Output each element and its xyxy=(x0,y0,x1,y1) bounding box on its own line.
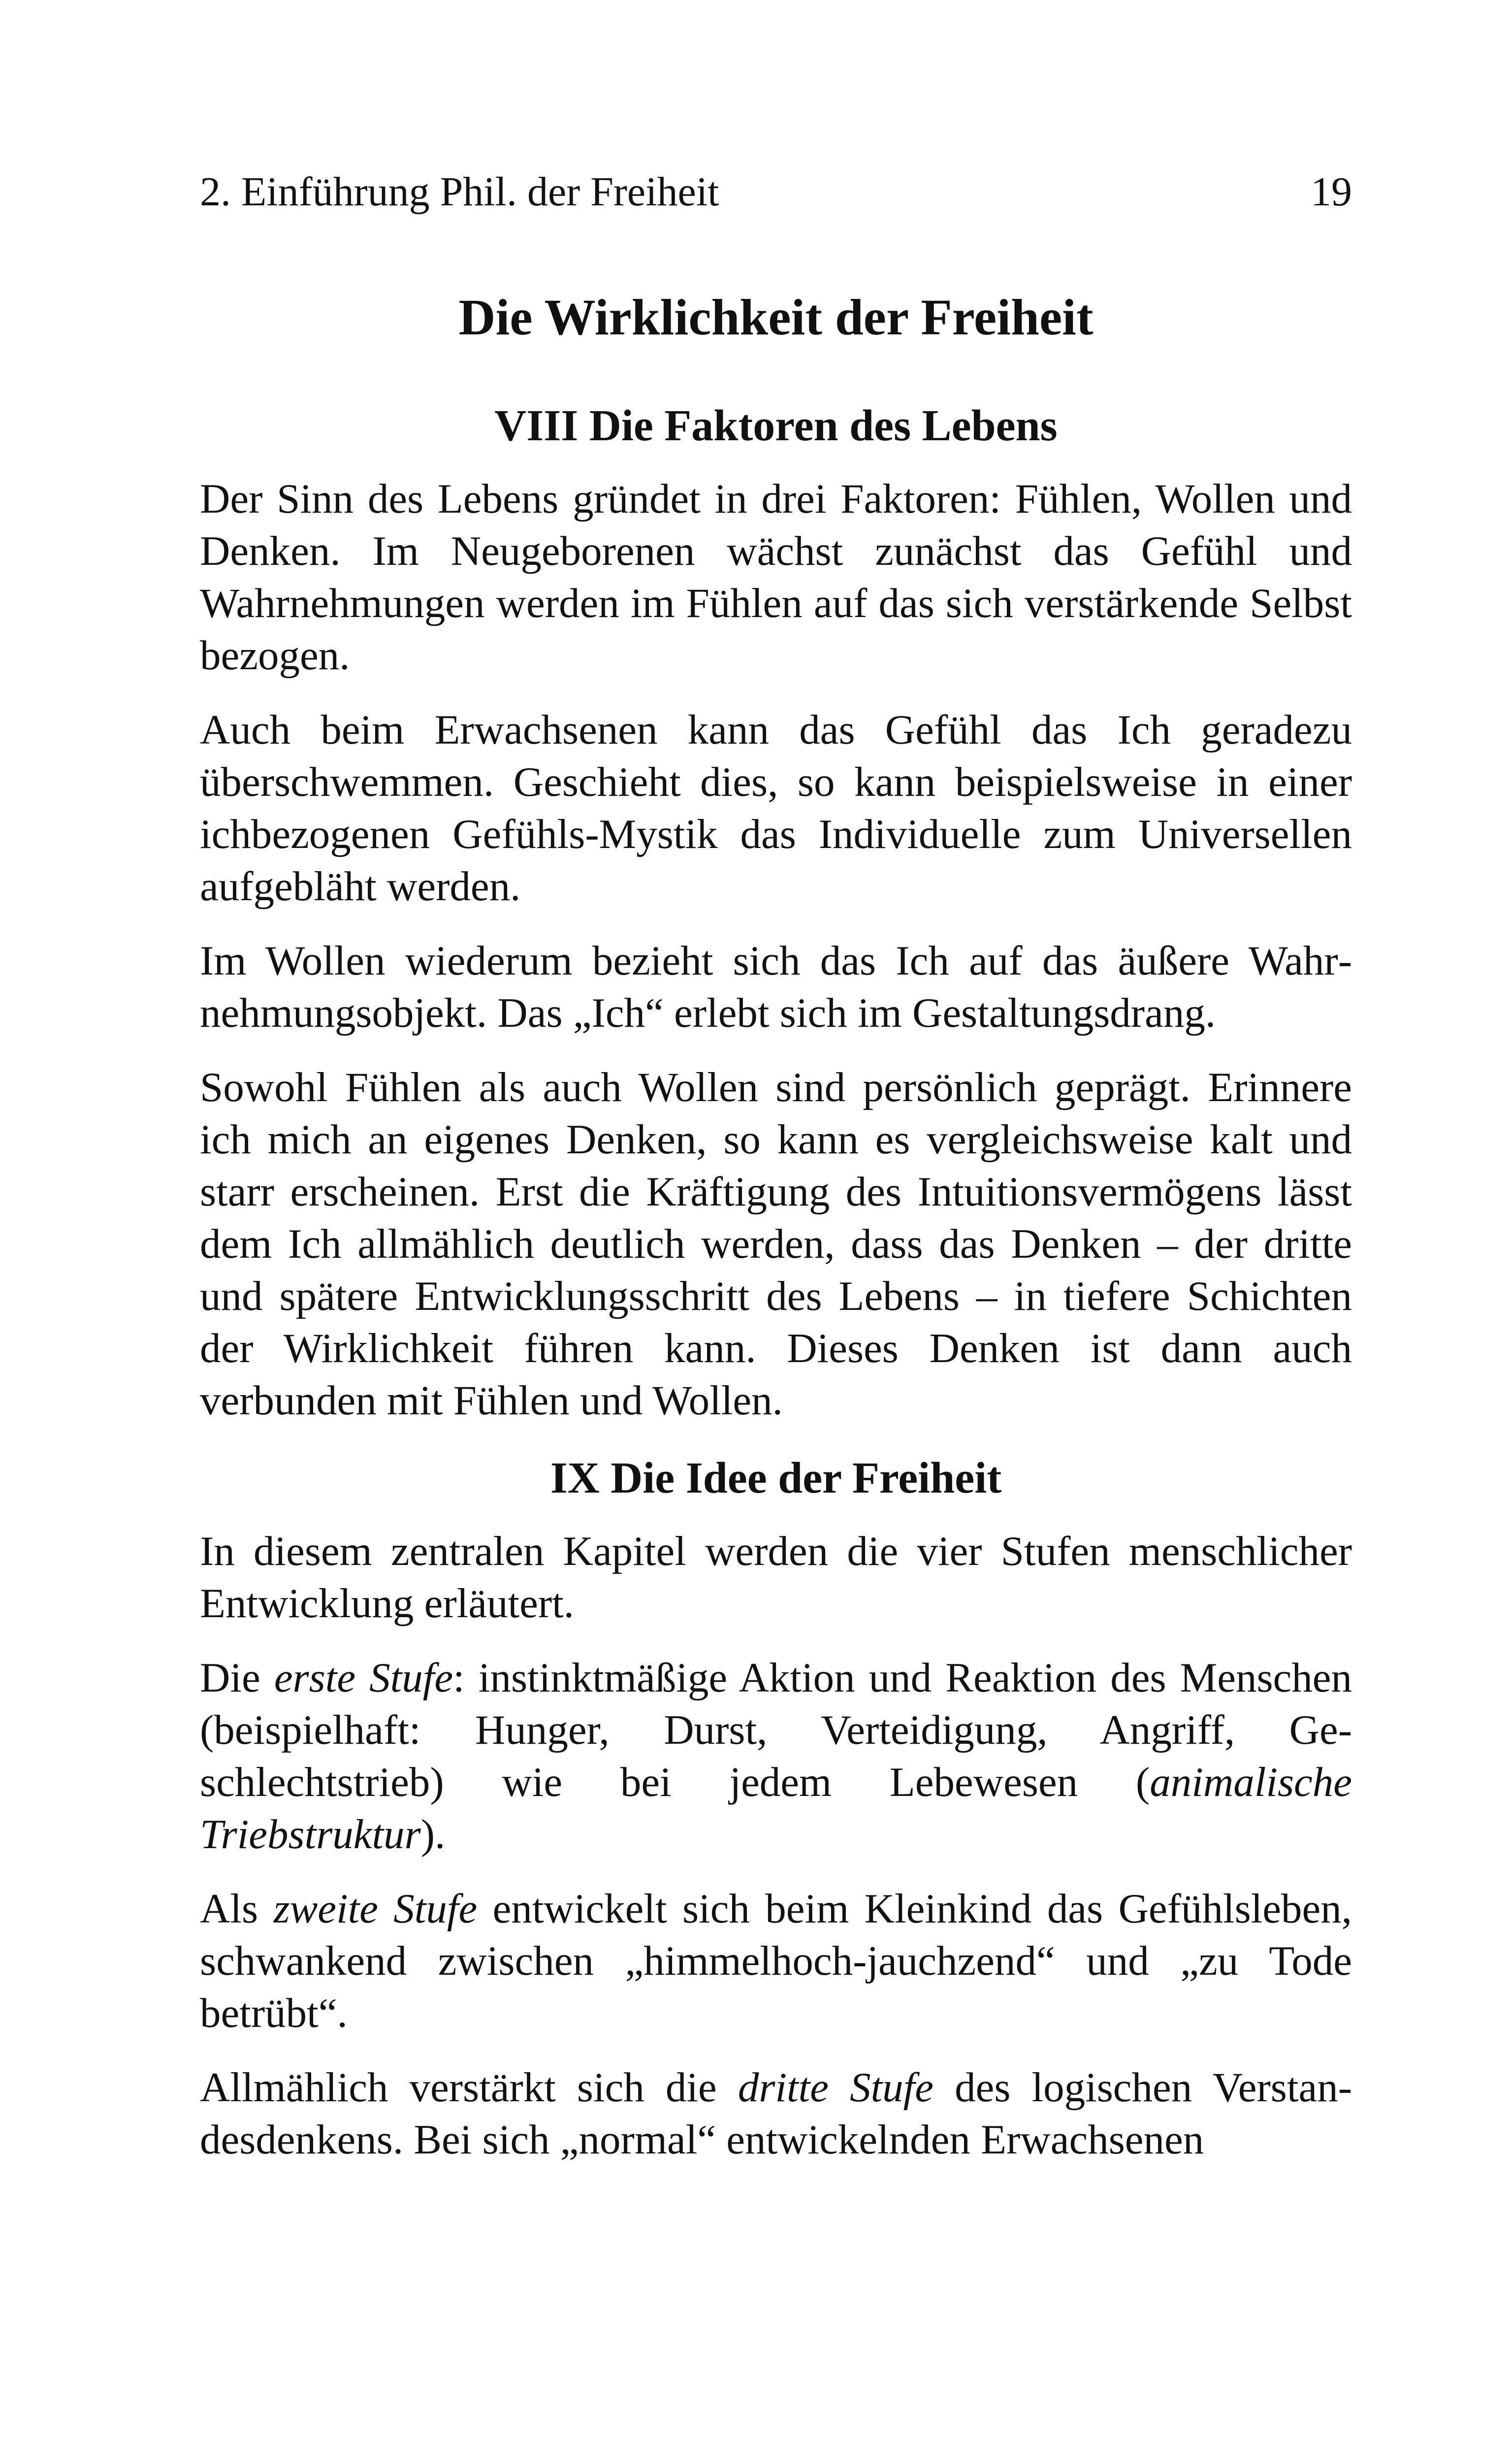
text-run: Die xyxy=(200,1655,274,1701)
text-run: entwickelt sich beim Kleinkind das Gefühlsleben, schwankend zwischen „himmelhoch-jauchzend“ und „zu Tode betrübt“. xyxy=(200,1886,1352,2036)
paragraph-second-stage xyxy=(200,1883,1352,2039)
text-run: Allmählich verstärkt sich die xyxy=(200,2064,738,2111)
running-title: 2. Einführung Phil. der Freiheit xyxy=(200,169,719,215)
book-page xyxy=(200,167,1352,2166)
paragraph: In diesem zentralen Kapitel werden die vier Stufen menschlicher Entwicklung erläutert. xyxy=(200,1528,1352,1627)
paragraph: Der Sinn des Lebens gründet in drei Faktoren: Fühlen, Wollen und Denken. Im Neugeborenen wächst zunächst das Gefühl und Wahrnehmungen werden im Fühlen auf das sich verstärkende Selbst bezogen. xyxy=(200,476,1352,679)
emphasis-first-stage: erste Stufe xyxy=(274,1655,453,1701)
page-number: 19 xyxy=(1311,169,1352,215)
chapter-title: Die Wirklichkeit der Freiheit xyxy=(458,289,1094,346)
paragraph-third-stage xyxy=(200,2061,1352,2166)
paragraph: Auch beim Erwachsenen kann das Gefühl das Ich geradezu überschwemmen. Geschieht dies, so kann beispielsweise in einer ichbezogenen Gefühls-Mystik das Individuelle zum Universellen aufgebläht werden. xyxy=(200,707,1352,910)
paragraph: Sowohl Fühlen als auch Wollen sind persönlich geprägt. Erinnere ich mich an eigenes Denken, so kann es vergleichsweise kalt und starr erscheinen. Erst die Kräftigung des Intuitionsvermögens lässt dem Ich allmählich deutlich werden, dass das Denken – der dritte und spätere Entwicklungsschritt des Lebens – in tiefere Schichten der Wirklichkeit führen kann. Dieses Denken ist dann auch verbunden mit Fühlen und Wollen. xyxy=(200,1064,1352,1424)
text-run: : instinktmäßige Aktion und Reaktion des Menschen (beispielhaft: Hunger, Durst, Verteidigung, Angriff, Geschlechtstrieb) wie bei jedem Lebewesen ( xyxy=(200,1655,1352,1805)
text-run: des logischen Verstandesdenkens. Bei sich „normal“ entwickelnden Erwachsenen xyxy=(200,2064,1352,2163)
running-header xyxy=(200,167,1352,217)
text-run: Als xyxy=(200,1886,274,1932)
section-title-viii: VIII Die Faktoren des Lebens xyxy=(494,401,1058,450)
paragraph: Im Wollen wiederum bezieht sich das Ich auf das äußere Wahrnehmungsobjekt. Das „Ich“ erlebt sich im Gestaltungsdrang. xyxy=(200,938,1352,1036)
emphasis-third-stage: dritte Stufe xyxy=(738,2064,934,2111)
emphasis-second-stage: zweite Stufe xyxy=(273,1886,478,1932)
paragraph-first-stage xyxy=(200,1652,1352,1860)
emphasis-animal-drive-structure: animalische Triebstruktur xyxy=(200,1759,1352,1857)
text-run: ). xyxy=(420,1811,446,1857)
section-title-ix: IX Die Idee der Freiheit xyxy=(550,1454,1002,1502)
